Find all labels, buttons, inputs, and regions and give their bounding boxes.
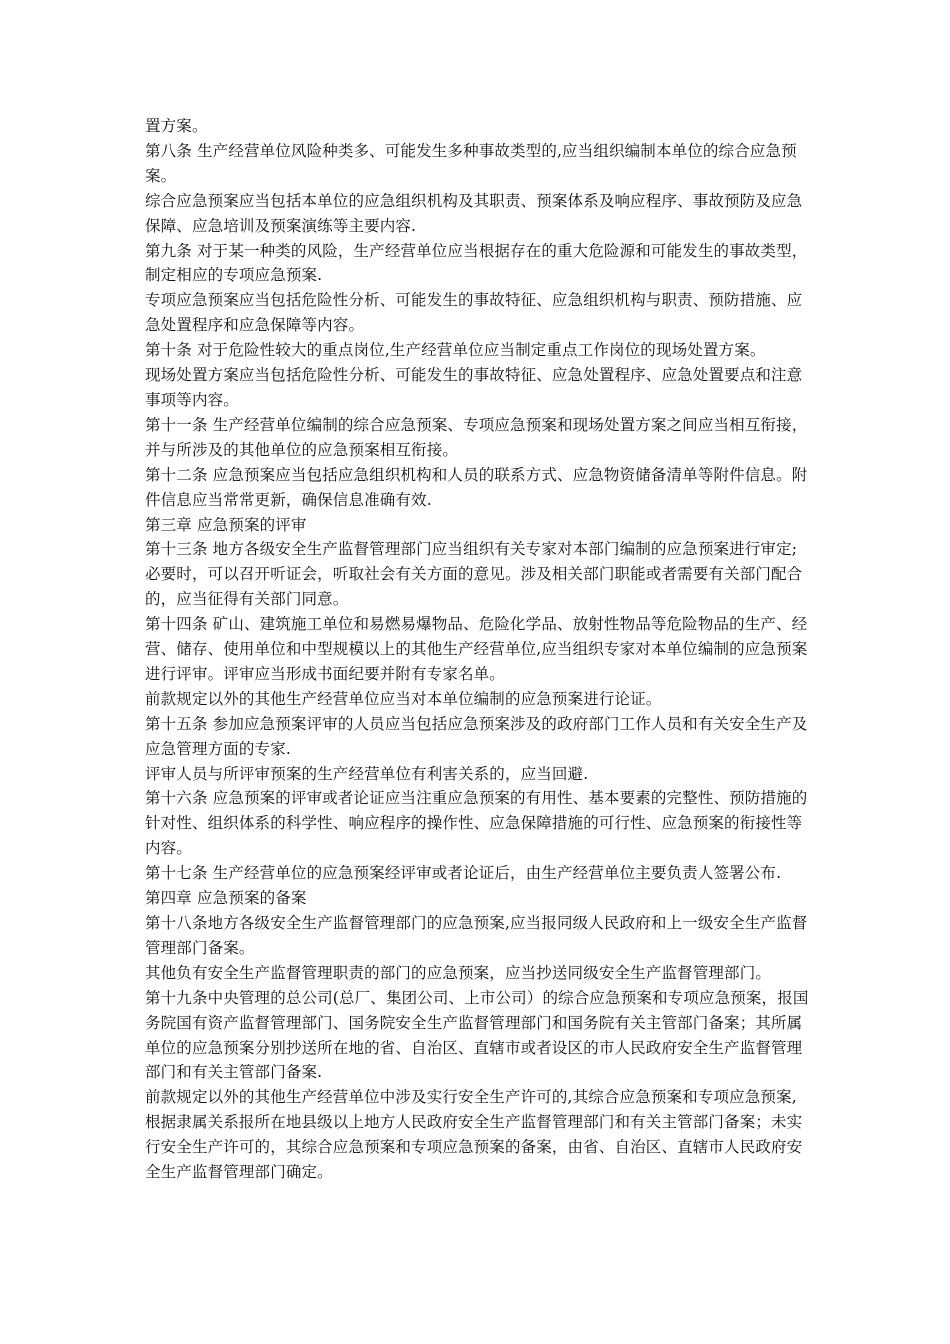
article-16: 第十六条 应急预案的评审或者论证应当注重应急预案的有用性、基本要素的完整性、预防措施的针对性、组织体系的科学性、响应程序的操作性、应急保障措施的可行性、应急预案的衔接性等内容。	[145, 789, 808, 858]
article-17: 第十七条 生产经营单位的应急预案经评审或者论证后，由生产经营单位主要负责人签署公布.	[145, 864, 782, 883]
paragraph: 置方案。	[145, 117, 208, 135]
chapter-3-heading: 第三章 应急预案的评审	[145, 515, 307, 534]
article-14: 第十四条 矿山、建筑施工单位和易燃易爆物品、危险化学品、放射性物品等危险物品的生产、经营、储存、使用单位和中型规模以上的其他生产经营单位,应当组织专家对本单位编制的应急预案进行评审。评审应当形成书面纪要并附有专家名单。	[145, 615, 808, 683]
paragraph: 综合应急预案应当包括本单位的应急组织机构及其职责、预案体系及响应程序、事故预防及应急保障、应急培训及预案演练等主要内容.	[145, 191, 803, 235]
paragraph: 专项应急预案应当包括危险性分析、可能发生的事故特征、应急组织机构与职责、预防措施、应急处置程序和应急保障等内容。	[145, 291, 803, 335]
paragraph: 现场处置方案应当包括危险性分析、可能发生的事故特征、应急处置程序、应急处置要点和注意事项等内容。	[145, 366, 803, 409]
article-12: 第十二条 应急预案应当包括应急组织机构和人员的联系方式、应急物资储备清单等附件信息。附件信息应当常常更新，确保信息准确有效.	[145, 465, 808, 509]
article-18: 第十八条地方各级安全生产监督管理部门的应急预案,应当报同级人民政府和上一级安全生产监督管理部门备案。	[145, 914, 808, 957]
article-10: 第十条 对于危险性较大的重点岗位,生产经营单位应当制定重点工作岗位的现场处置方案。	[145, 341, 766, 360]
chapter-4-heading: 第四章 应急预案的备案	[145, 889, 307, 908]
article-11: 第十一条 生产经营单位编制的综合应急预案、专项应急预案和现场处置方案之间应当相互衔接，并与所涉及的其他单位的应急预案相互衔接。	[145, 415, 808, 459]
paragraph: 前款规定以外的其他生产经营单位中涉及实行安全生产许可的,其综合应急预案和专项应急预案,根据隶属关系报所在地县级以上地方人民政府安全生产监督管理部门和有关主管部门备案；未实行安全生产许可的，其综合应急预案和专项应急预案的备案，由省、自治区、直辖市人民政府安全生产监督管理部门确定。	[145, 1088, 803, 1182]
article-8: 第八条 生产经营单位风险种类多、可能发生多种事故类型的,应当组织编制本单位的综合应急预案。	[145, 141, 797, 185]
article-13: 第十三条 地方各级安全生产监督管理部门应当组织有关专家对本部门编制的应急预案进行审定;必要时，可以召开听证会，听取社会有关方面的意见。涉及相关部门职能或者需要有关部门配合的，应当征得有关部门同意。	[145, 540, 803, 609]
document-body	[145, 114, 810, 1185]
paragraph: 前款规定以外的其他生产经营单位应当对本单位编制的应急预案进行论证。	[145, 689, 662, 708]
paragraph: 评审人员与所评审预案的生产经营单位有利害关系的，应当回避.	[145, 764, 589, 783]
paragraph: 其他负有安全生产监督管理职责的部门的应急预案，应当抄送同级安全生产监督管理部门。	[145, 963, 772, 982]
article-15: 第十五条 参加应急预案评审的人员应当包括应急预案涉及的政府部门工作人员和有关安全生产及应急管理方面的专家.	[145, 714, 808, 758]
article-9: 第九条 对于某一种类的风险，生产经营单位应当根据存在的重大危险源和可能发生的事故类型，制定相应的专项应急预案.	[145, 241, 808, 285]
article-19: 第十九条中央管理的总公司(总厂、集团公司、上市公司）的综合应急预案和专项应急预案，报国务院国有资产监督管理部门、国务院安全生产监督管理部门和国务院有关主管部门备案；其所属单位的应急预案分别抄送所在地的省、自治区、直辖市或者设区的市人民政府安全生产监督管理部门和有关主管部门备案.	[145, 988, 809, 1082]
